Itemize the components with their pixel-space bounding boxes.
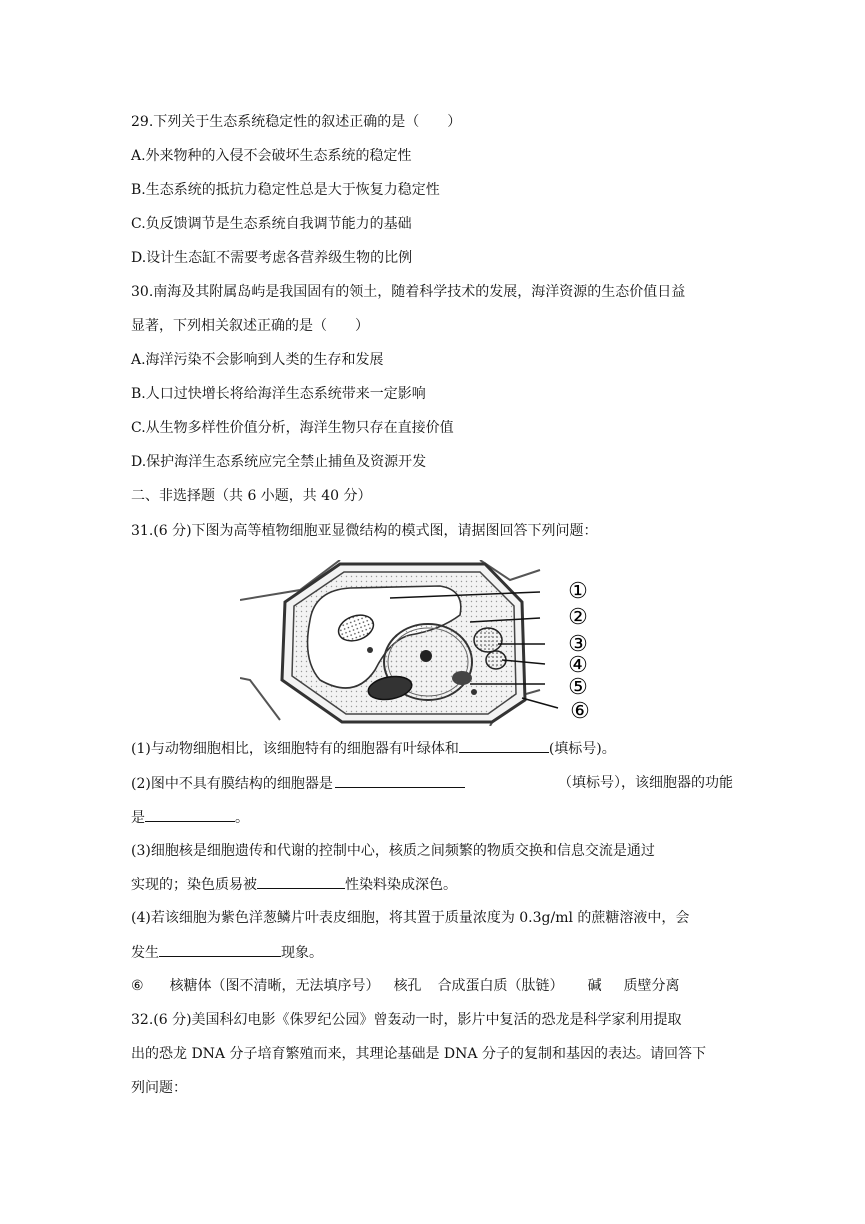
q29-option-c: C.负反馈调节是生态系统自我调节能力的基础 [131,216,412,232]
q31-part2-lead: (2)图中不具有膜结构的细胞器是 [131,776,333,792]
q29-option-b: B.生态系统的抵抗力稳定性总是大于恢复力稳定性 [131,182,440,198]
q29-option-a: A.外来物种的入侵不会破坏生态系统的稳定性 [131,148,412,164]
q29-stem: 29.下列关于生态系统稳定性的叙述正确的是（ ） [131,114,462,130]
label-3: ③ [568,632,588,657]
label-4: ④ [568,653,588,678]
q31-part2-blank2[interactable] [145,807,235,822]
q30-option-b: B.人口过快增长将给海洋生态系统带来一定影响 [131,386,426,402]
q31-part2-line2 [131,807,249,828]
q31-part2-end: 。 [235,810,249,826]
label-6: ⑥ [570,699,590,724]
q31-part1-suffix: (填标号)。 [548,741,616,757]
answer-4: 合成蛋白质（肽链） [437,978,564,994]
q32-line1: 32.(6 分)美国科幻电影《侏罗纪公园》曾轰动一时，影片中复活的恐龙是科学家利用提取 [131,1012,682,1028]
q31-part1-blank[interactable] [459,738,549,753]
answer-1: ⑥ [131,978,144,994]
q31-part3-blank[interactable] [257,874,345,889]
q31-part1 [131,738,616,759]
q31-part3-text: 实现的；染色质易被 [131,877,257,893]
q30-option-a: A.海洋污染不会影响到人类的生存和发展 [131,352,384,368]
plant-cell-diagram [240,560,618,726]
q30-stem-line1: 30.南海及其附属岛屿是我国固有的领土，随着科学技术的发展，海洋资源的生态价值日益 [131,284,686,300]
q31-part4-suffix: 现象。 [281,945,323,961]
q31-part4-line1: (4)若该细胞为紫色洋葱鳞片叶表皮细胞，将其置于质量浓度为 0.3g/ml 的蔗糖溶液中，会 [131,910,690,926]
label-1: ① [568,579,588,604]
q31-part3-suffix: 性染料染成深色。 [345,877,457,893]
answer-5: 碱 [587,978,602,994]
q32-line3: 列问题： [131,1080,187,1096]
q31-part4-blank[interactable] [159,942,281,957]
label-2: ② [568,605,588,630]
q31-part3-line2 [131,874,457,895]
q31-stem: 31.(6 分)下图为高等植物细胞亚显微结构的模式图，请据图回答下列问题： [131,523,598,539]
q30-stem-line2: 显著，下列相关叙述正确的是（ ） [131,318,369,334]
q31-part3-line1: (3)细胞核是细胞遗传和代谢的控制中心，核质之间频繁的物质交换和信息交流是通过 [131,843,655,859]
q31-part4-line2 [131,942,323,963]
q29-option-d: D.设计生态缸不需要考虑各营养级生物的比例 [131,250,413,266]
section-heading: 二、非选择题（共 6 小题，共 40 分） [131,488,372,504]
q31-part2-mid: （填标号），该细胞器的功能 [558,775,733,791]
q31-part1-text: (1)与动物细胞相比，该细胞特有的细胞器有叶绿体和 [131,741,459,757]
q30-option-c: C.从生物多样性价值分析，海洋生物只存在直接价值 [131,420,454,436]
q31-answer-key [131,976,680,996]
q32-line2: 出的恐龙 DNA 分子培育繁殖而来，其理论基础是 DNA 分子的复制和基因的表达。请回答下 [131,1046,706,1062]
q31-part2-line1 [131,773,733,794]
answer-2: 核糖体（图不清晰，无法填序号） [169,978,380,994]
answer-6: 质壁分离 [623,978,680,994]
label-5: ⑤ [568,675,588,700]
q31-part2-blank1[interactable] [335,773,465,788]
q31-part4-text: 发生 [131,945,159,961]
q30-option-d: D.保护海洋生态系统应完全禁止捕鱼及资源开发 [131,454,427,470]
answer-3: 核孔 [393,978,422,994]
q31-part2-text [131,773,465,794]
q31-part2-cont: 是 [131,810,145,826]
